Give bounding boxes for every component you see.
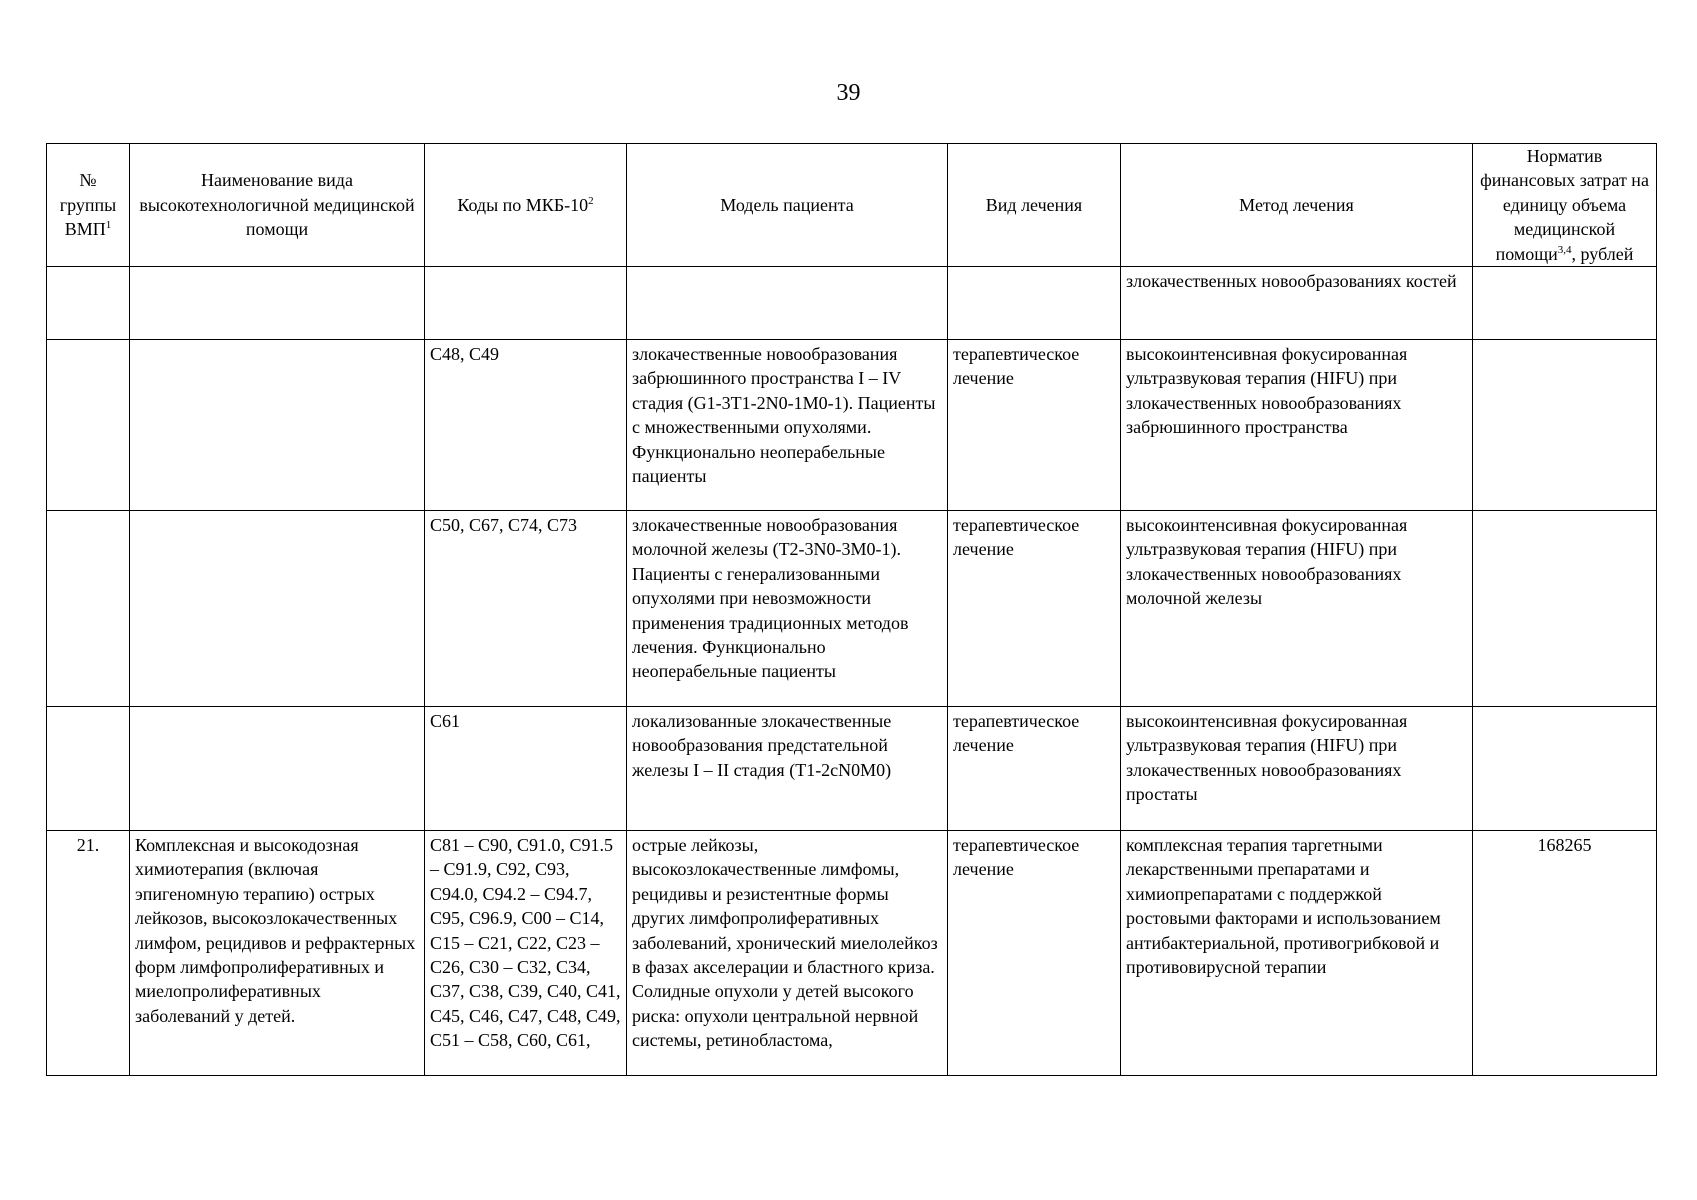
cell-norm: [1473, 707, 1657, 831]
cell-model: острые лейкозы, высокозлокачественные лимфомы, рецидивы и резистентные формы других лимфопролиферативных заболеваний, хронический миелолейкоз в фазах акселерации и бластного криза. Солидные опухоли у детей высокого риска: опухоли центральной нервной системы, ретинобластома,: [627, 831, 948, 1076]
cell-method: высокоинтенсивная фокусированная ультразвуковая терапия (HIFU) при злокачественных новообразованиях простаты: [1121, 707, 1473, 831]
cell-codes: C48, C49: [425, 340, 627, 511]
cell-method: высокоинтенсивная фокусированная ультразвуковая терапия (HIFU) при злокачественных новообразованиях молочной железы: [1121, 511, 1473, 707]
cell-type: терапевтическое лечение: [948, 511, 1121, 707]
cell-name: [130, 707, 425, 831]
cell-group: [47, 267, 130, 340]
cell-type: [948, 267, 1121, 340]
cell-model: [627, 267, 948, 340]
cell-name: Комплексная и высокодозная химиотерапия (включая эпигеномную терапию) острых лейкозов, высокозлокачественных лимфом, рецидивов и рефрактерных форм лимфопролиферативных и миелопролиферативных заболеваний у детей.: [130, 831, 425, 1076]
cell-norm: [1473, 340, 1657, 511]
header-group: № группы ВМП$^1$: [47, 144, 130, 267]
header-model: Модель пациента: [627, 144, 948, 267]
cell-codes: C50, C67, C74, C73: [425, 511, 627, 707]
cell-norm: 168265: [1473, 831, 1657, 1076]
header-name: Наименование вида высокотехнологичной медицинской помощи: [130, 144, 425, 267]
header-norm: Норматив финансовых затрат на единицу объема медицинской помощи$^{3,4}$, рублей: [1473, 144, 1657, 267]
header-codes: Коды по МКБ-$10^2$: [425, 144, 627, 267]
cell-group: [47, 511, 130, 707]
cell-codes: C61: [425, 707, 627, 831]
cell-model: локализованные злокачественные новообразования предстательной железы I – II стадия (T1-2cN0M0): [627, 707, 948, 831]
cell-name: [130, 267, 425, 340]
cell-group: [47, 340, 130, 511]
cell-type: терапевтическое лечение: [948, 340, 1121, 511]
cell-norm: [1473, 511, 1657, 707]
cell-norm: [1473, 267, 1657, 340]
page-number: 39: [836, 80, 861, 106]
table-row: [47, 340, 1657, 511]
cell-name: [130, 340, 425, 511]
cell-codes: C81 – C90, C91.0, C91.5 – C91.9, C92, C93, C94.0, C94.2 – C94.7, C95, C96.9, C00 – C14, C15 – C21, C22, C23 – C26, C30 – C32, C34, C37, C38, C39, C40, C41, C45, C46, C47, C48, C49, C51 – C58, C60, C61,: [425, 831, 627, 1076]
cell-codes: [425, 267, 627, 340]
cell-group: 21.: [47, 831, 130, 1076]
cell-method: злокачественных новообразованиях костей: [1121, 267, 1473, 340]
header-method: Метод лечения: [1121, 144, 1473, 267]
cell-type: терапевтическое лечение: [948, 707, 1121, 831]
header-type: Вид лечения: [948, 144, 1121, 267]
cell-name: [130, 511, 425, 707]
table-row: [47, 707, 1657, 831]
vmp-table: [46, 143, 1657, 1076]
cell-model: злокачественные новообразования забрюшинного пространства I – IV стадия (G1-3T1-2N0-1M0-1). Пациенты с множественными опухолями. Функционально неоперабельные пациенты: [627, 340, 948, 511]
cell-method: комплексная терапия таргетными лекарственными препаратами и химиопрепаратами с поддержкой ростовыми факторами и использованием антибактериальной, противогрибковой и противовирусной терапии: [1121, 831, 1473, 1076]
cell-method: высокоинтенсивная фокусированная ультразвуковая терапия (HIFU) при злокачественных новообразованиях забрюшинного пространства: [1121, 340, 1473, 511]
table-row: [47, 831, 1657, 1076]
cell-group: [47, 707, 130, 831]
table-row: [47, 511, 1657, 707]
cell-model: злокачественные новообразования молочной железы (T2-3N0-3M0-1). Пациенты с генерализованными опухолями при невозможности применения традиционных методов лечения. Функционально неоперабельные пациенты: [627, 511, 948, 707]
header-row: [47, 144, 1657, 267]
cell-type: терапевтическое лечение: [948, 831, 1121, 1076]
table-row: [47, 267, 1657, 340]
